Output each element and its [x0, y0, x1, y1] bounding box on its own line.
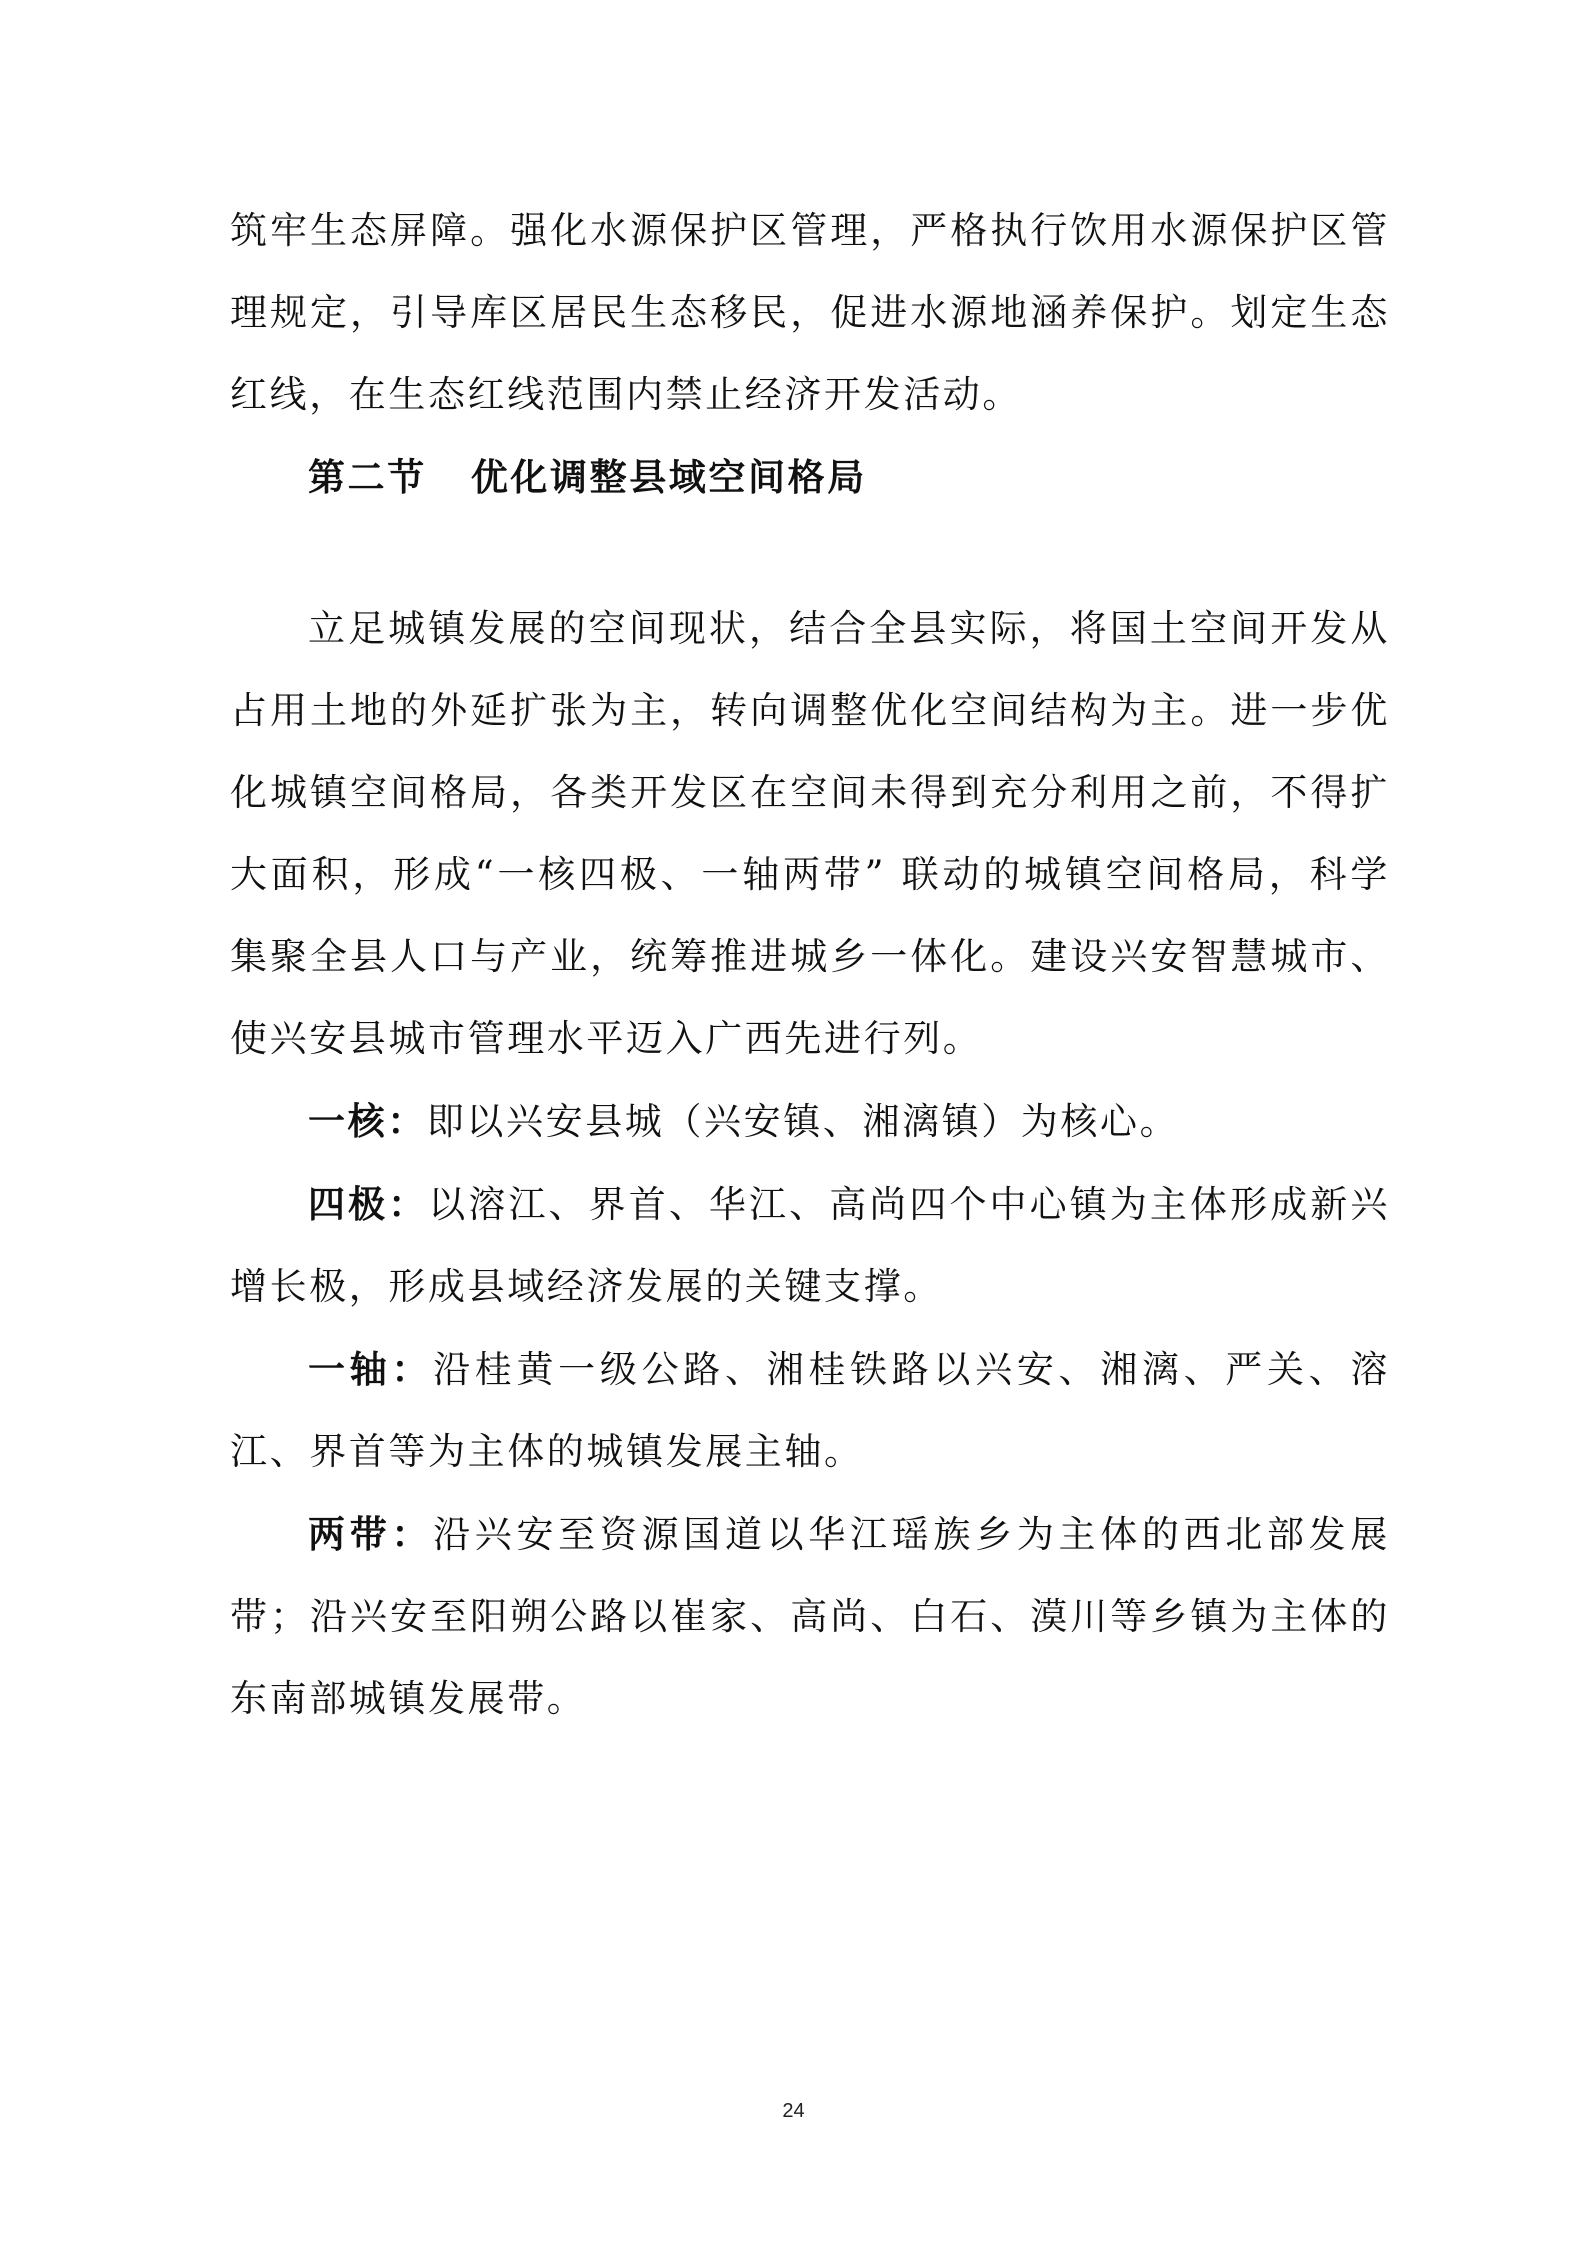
section-heading	[230, 436, 1390, 518]
item-one-axis	[230, 1328, 1390, 1493]
item-four-poles	[230, 1163, 1390, 1328]
section-title: 优化调整县域空间格局	[470, 455, 867, 499]
item-core	[230, 1080, 1390, 1163]
page-content	[230, 190, 1390, 1740]
page-number: 24	[782, 2100, 805, 2122]
item-two-belts	[230, 1493, 1390, 1740]
intro-paragraph: 筑牢生态屏障。强化水源保护区管理，严格执行饮用水源保护区管理规定，引导库区居民生态移民，促进水源地涵养保护。划定生态红线，在生态红线范围内禁止经济开发活动。	[230, 209, 1390, 416]
item-label: 四极：	[308, 1182, 429, 1226]
item-label: 两带：	[308, 1512, 434, 1556]
item-text: 沿桂黄一级公路、湘桂铁路以兴安、湘漓、严关、溶江、界首等为主体的城镇发展主轴。	[230, 1348, 1390, 1473]
item-label: 一核：	[308, 1099, 427, 1143]
main-paragraph: 立足城镇发展的空间现状，结合全县实际，将国土空间开发从占用土地的外延扩张为主，转向调整优化空间结构为主。进一步优化城镇空间格局，各类开发区在空间未得到充分利用之前，不得扩大面积，形成“一核四极、一轴两带” 联动的城镇空间格局，科学集聚全县人口与产业，统筹推进城乡一体化。建设兴安智慧城市、使兴安县城市管理水平迈入广西先进行列。	[230, 607, 1390, 1060]
item-text: 沿兴安至资源国道以华江瑶族乡为主体的西北部发展带；沿兴安至阳朔公路以崔家、高尚、白石、漠川等乡镇为主体的东南部城镇发展带。	[230, 1513, 1390, 1720]
item-label: 一轴：	[308, 1347, 434, 1391]
item-text: 即以兴安县城（兴安镇、湘漓镇）为核心。	[426, 1100, 1180, 1143]
section-number: 第二节	[308, 455, 427, 499]
item-text: 以溶江、界首、华江、高尚四个中心镇为主体形成新兴增长极，形成县域经济发展的关键支撑。	[230, 1183, 1390, 1308]
